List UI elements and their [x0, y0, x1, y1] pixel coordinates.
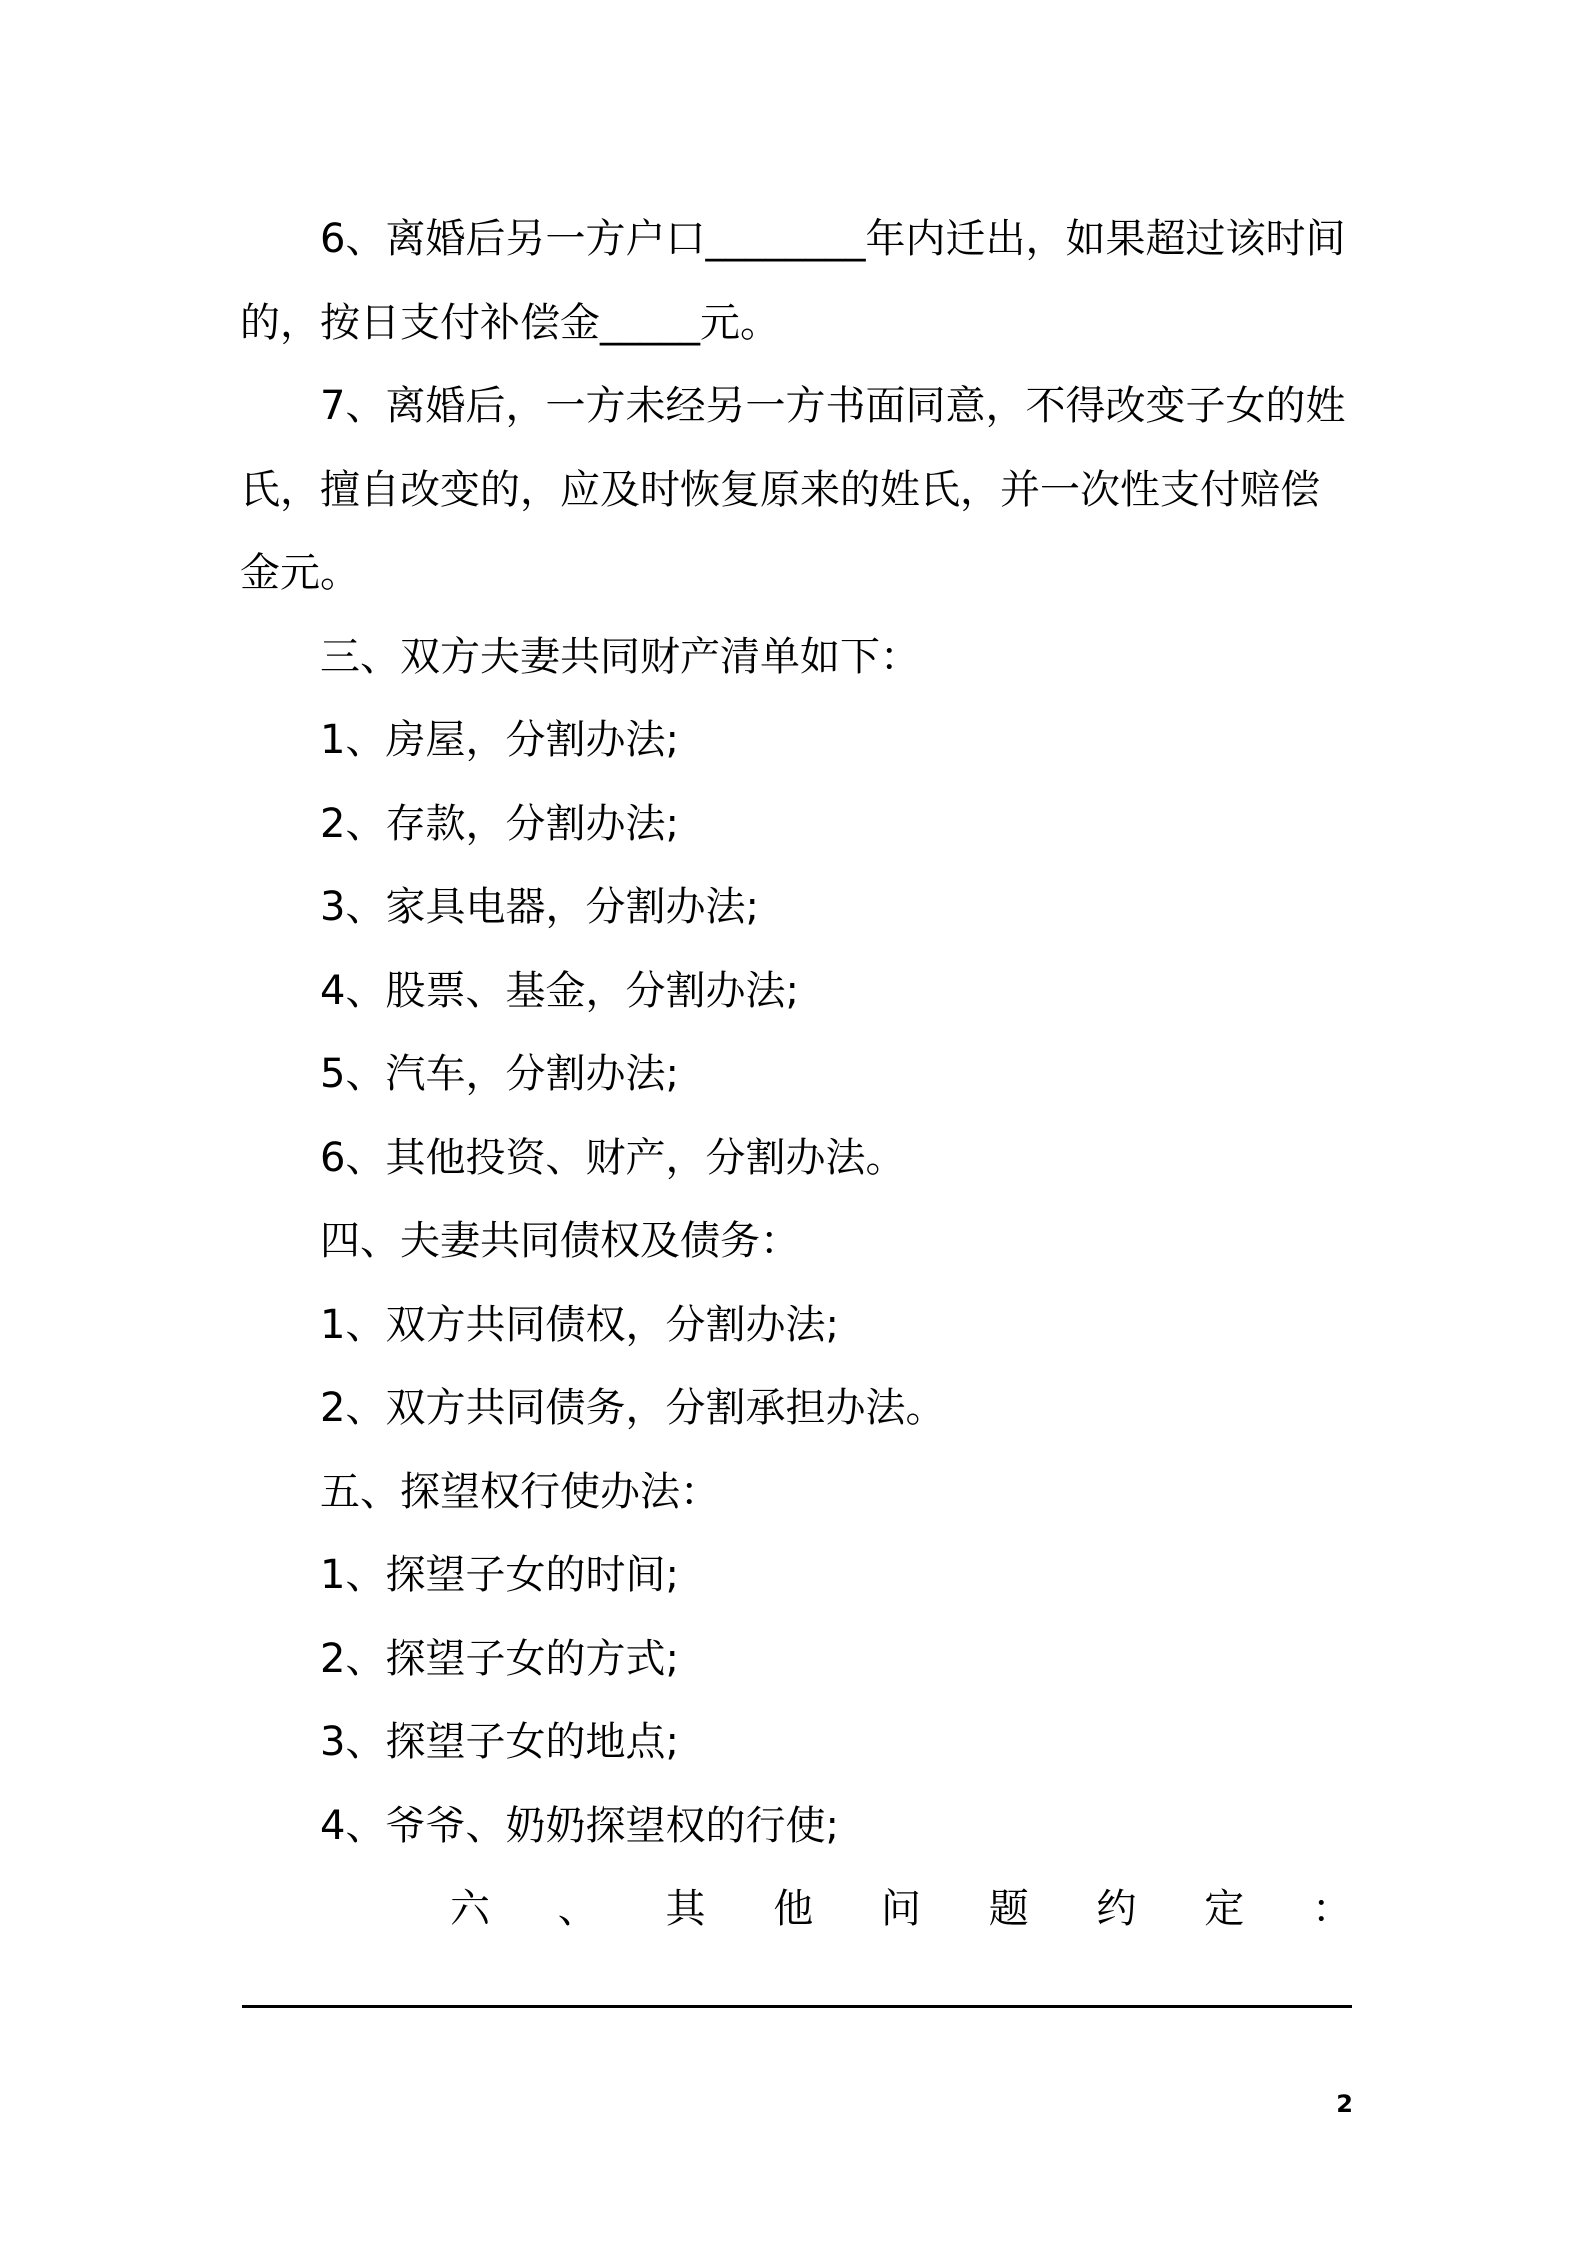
list-item-joint-debts: 2、双方共同债务，分割承担办法。 [320, 1385, 946, 1431]
list-item-car: 5、汽车，分割办法; [320, 1051, 679, 1097]
list-item-visit-method: 2、探望子女的方式; [320, 1635, 679, 1682]
document-body [240, 198, 1352, 1952]
list-item-joint-claims: 1、双方共同债权，分割办法; [320, 1301, 839, 1348]
section-heading-visitation: 五、探望权行使办法： [320, 1468, 720, 1515]
list-item-visit-time: 1、探望子女的时间; [320, 1552, 679, 1598]
list-item-house: 1、房屋，分割办法; [320, 717, 679, 763]
section-heading-debts: 四、夫妻共同债权及债务： [320, 1218, 800, 1264]
list-item-stocks-funds: 4、股票、基金，分割办法; [320, 967, 799, 1014]
paragraph-clause-6: 6、离婚后另一方户口________年内迁出，如果超过该时间的，按日支付补偿金_____元。 [240, 216, 1346, 346]
heading-char: 题 [988, 1886, 1029, 1932]
list-item-deposits: 2、存款，分割办法; [320, 800, 679, 847]
list-item-furniture: 3、家具电器，分割办法; [320, 884, 759, 930]
page-number: 2 [1336, 2090, 1353, 2118]
heading-char: 他 [773, 1886, 814, 1932]
paragraph-clause-7: 7、离婚后，一方未经另一方书面同意，不得改变子女的姓氏，擅自改变的，应及时恢复原来的姓氏，并一次性支付赔偿金元。 [240, 383, 1346, 596]
section-heading-other-matters [240, 1868, 1352, 1952]
list-item-grandparents-visit: 4、爷爷、奶奶探望权的行使; [320, 1802, 839, 1849]
heading-char: 问 [881, 1886, 921, 1932]
list-item-visit-place: 3、探望子女的地点; [320, 1719, 679, 1765]
heading-char: 定 [1204, 1886, 1245, 1932]
list-item-other-assets: 6、其他投资、财产，分割办法。 [320, 1134, 906, 1181]
blank-fill-line [242, 2005, 1352, 2008]
section-heading-property: 三、双方夫妻共同财产清单如下： [320, 633, 920, 680]
heading-char: ： [1312, 1886, 1352, 1932]
heading-char: 其 [665, 1886, 706, 1932]
heading-char: 约 [1096, 1886, 1137, 1932]
heading-char: 六 [450, 1886, 490, 1932]
heading-char: 、 [557, 1886, 598, 1932]
